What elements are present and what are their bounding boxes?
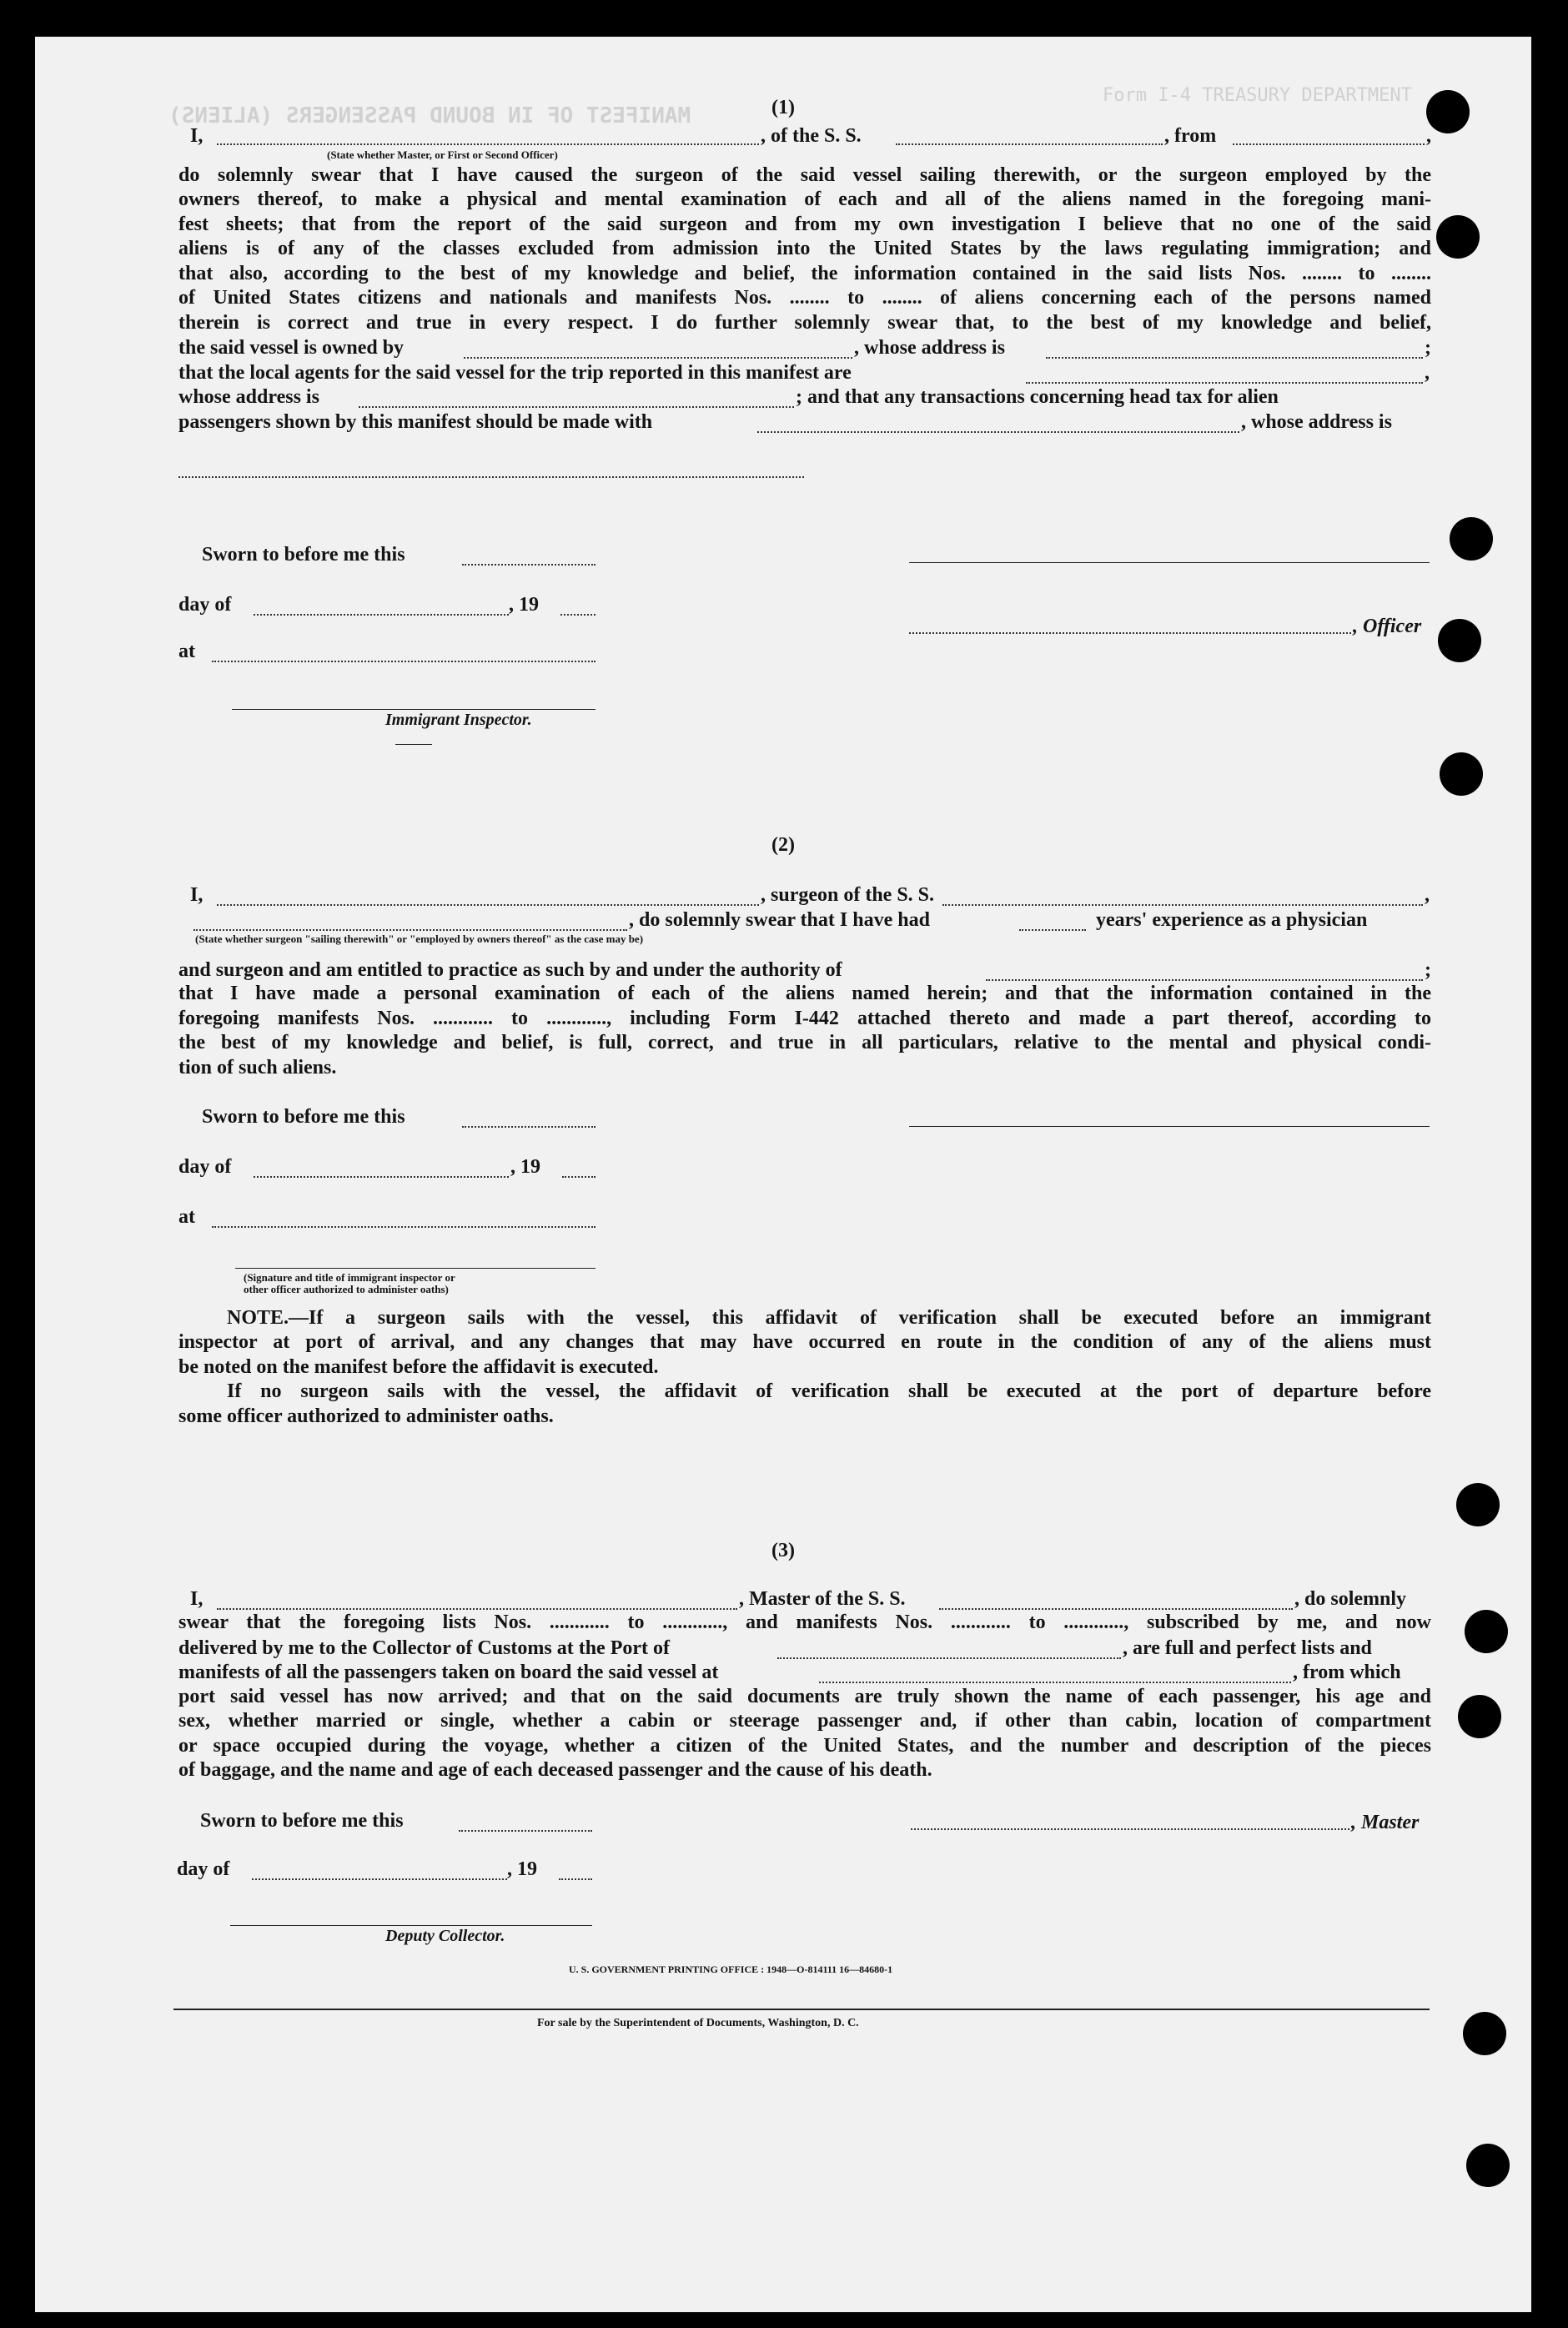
- s2-vessel-field[interactable]: [942, 904, 1423, 906]
- s1-para-line-5: that also, according to the best of my knowledge and belief, the information contained in the said lists Nos. ........ to ........: [178, 263, 1431, 284]
- s1-comma-2: ,: [1425, 362, 1430, 384]
- s1-head-tax-label: ; and that any transactions concerning head tax for alien: [796, 386, 1279, 408]
- s3-lists-label: , are full and perfect lists and: [1123, 1637, 1372, 1659]
- s3-day-of-field[interactable]: [252, 1878, 507, 1880]
- s1-at-field[interactable]: [212, 661, 596, 662]
- s1-contact-address-label: , whose address is: [1241, 411, 1392, 433]
- bleed-through-manifest-title: MANIFEST OF IN BOUND PASSENGERS (ALIENS): [168, 103, 691, 128]
- s2-day-of-field[interactable]: [254, 1176, 509, 1178]
- binder-hole: [1458, 1695, 1501, 1738]
- s1-contact-address-field[interactable]: [178, 476, 804, 478]
- footer-rule: [173, 2009, 1430, 2010]
- sale-notice: For sale by the Superintendent of Documents, Washington, D. C.: [537, 2017, 859, 2029]
- s1-year-field[interactable]: [560, 614, 596, 616]
- section-3-number: (3): [771, 1540, 795, 1561]
- s3-sworn-label: Sworn to before me this: [200, 1810, 404, 1832]
- s2-capacity-note: (State whether surgeon "sailing therewith" or "employed by owners thereof" as the case may be): [195, 933, 644, 945]
- s3-master-label: , Master: [1351, 1812, 1420, 1833]
- s2-years-field[interactable]: [1019, 929, 1086, 931]
- binder-hole: [1450, 517, 1493, 561]
- s1-owner-address-label: , whose address is: [854, 337, 1005, 359]
- s1-agents-label: that the local agents for the said vessel for the trip reported in this manifest are: [178, 362, 852, 384]
- s2-year-field[interactable]: [562, 1176, 596, 1178]
- s1-para-line-3: fest sheets; that from the report of the said surgeon and from my own investigation I believe that no one of the said: [178, 214, 1431, 235]
- s2-authority-field[interactable]: [986, 979, 1423, 981]
- s1-officer-title-field[interactable]: [909, 632, 1351, 634]
- s2-para-line-3: foregoing manifests Nos. ............ to ............, including Form I-442 attached thereto and made a part thereof, according to: [178, 1008, 1431, 1029]
- s2-day-of-label: day of: [178, 1156, 232, 1178]
- s3-vessel-field[interactable]: [939, 1608, 1293, 1610]
- s3-boarding-label: manifests of all the passengers taken on board the said vessel at: [178, 1662, 719, 1683]
- s1-day-of-field[interactable]: [254, 614, 509, 616]
- s1-officer-name-field[interactable]: [217, 143, 759, 145]
- s3-port-label: delivered by me to the Collector of Customs at the Port of: [178, 1637, 670, 1659]
- s2-surgeon-name-field[interactable]: [217, 904, 759, 906]
- s3-para-line-6: or space occupied during the voyage, whether a citizen of the United States, and the number and description of the pieces: [178, 1735, 1431, 1757]
- s3-solemnly-label: , do solemnly: [1294, 1588, 1407, 1610]
- binder-hole: [1456, 1483, 1500, 1526]
- s2-sworn-date-field[interactable]: [462, 1126, 596, 1128]
- s3-port-field[interactable]: [777, 1657, 1121, 1659]
- s3-year-label: , 19: [507, 1858, 537, 1880]
- s1-head-tax-contact-field[interactable]: [757, 431, 1239, 433]
- s1-vessel-field[interactable]: [896, 143, 1163, 145]
- s1-of-ss-label: , of the S. S.: [761, 125, 862, 147]
- s1-i-label: I,: [190, 125, 204, 147]
- s2-comma: ,: [1425, 884, 1430, 906]
- s1-agents-field[interactable]: [1026, 382, 1423, 384]
- s1-agent-address-field[interactable]: [359, 406, 794, 408]
- s2-surgeon-signature-line[interactable]: [909, 1126, 1430, 1127]
- s1-para-line-2: owners thereof, to make a physical and mental examination of each and all of the aliens named in the foregoing mani-: [178, 189, 1431, 210]
- s2-capacity-field[interactable]: [193, 929, 627, 931]
- s1-short-rule: [395, 744, 432, 745]
- s1-para-line-1: do solemnly swear that I have caused the surgeon of the said vessel sailing therewith, or the surgeon employed by the: [178, 164, 1431, 186]
- s3-collector-signature-line[interactable]: [230, 1925, 592, 1926]
- s3-master-signature-field[interactable]: [911, 1828, 1349, 1830]
- s3-master-ss-label: , Master of the S. S.: [739, 1588, 906, 1610]
- s3-para-line-1: swear that the foregoing lists Nos. ............ to ............, and manifests Nos. ............ to ............, subscribed by me, and now: [178, 1611, 1431, 1633]
- s3-from-which-label: , from which: [1293, 1662, 1401, 1683]
- s2-para-line-2: that I have made a personal examination of each of the aliens named herein; and that the information contained in the: [178, 983, 1431, 1004]
- s1-head-tax-contact-label: passengers shown by this manifest should be made with: [178, 411, 653, 433]
- s1-agent-address-label: whose address is: [178, 386, 319, 408]
- s3-day-of-label: day of: [177, 1858, 230, 1880]
- s2-note-line-2: inspector at port of arrival, and any changes that may have occurred en route in the condition of any of the aliens must: [178, 1331, 1431, 1353]
- s2-sworn-label: Sworn to before me this: [202, 1106, 405, 1128]
- binder-hole: [1436, 215, 1480, 259]
- binder-hole: [1440, 752, 1483, 796]
- s1-para-line-6: of United States citizens and nationals and manifests Nos. ........ to ........ of aliens concerning each of the persons named: [178, 287, 1431, 309]
- s1-owner-field[interactable]: [464, 357, 852, 359]
- s2-signature-note-2: other officer authorized to administer oaths): [244, 1283, 449, 1295]
- s2-i-label: I,: [190, 884, 204, 906]
- s1-comma: ,: [1426, 125, 1431, 147]
- s2-experience-label: years' experience as a physician: [1096, 909, 1368, 931]
- s1-owner-address-field[interactable]: [1046, 357, 1423, 359]
- s1-semicolon: ;: [1425, 337, 1431, 359]
- bleed-through-form-number: Form I-4 TREASURY DEPARTMENT: [1103, 85, 1412, 106]
- s2-authority-label: and surgeon and am entitled to practice as such by and under the authority of: [178, 959, 842, 981]
- s3-sworn-date-field[interactable]: [459, 1830, 592, 1832]
- binder-hole: [1426, 90, 1470, 133]
- s2-note-line-4: If no surgeon sails with the vessel, the affidavit of verification shall be executed at the port of departure before: [227, 1380, 1431, 1402]
- s2-note-line-5: some officer authorized to administer oaths.: [178, 1405, 554, 1427]
- section-1-number: (1): [771, 97, 795, 118]
- s1-day-of-label: day of: [178, 594, 232, 616]
- s1-year-label: , 19: [509, 594, 539, 616]
- s2-signature-note-1: (Signature and title of immigrant inspector or: [244, 1271, 455, 1284]
- s1-officer-label: , Officer: [1353, 616, 1422, 637]
- s1-officer-signature-line[interactable]: [909, 562, 1430, 563]
- s2-note-line-1: NOTE.—If a surgeon sails with the vessel, this affidavit of verification shall be executed before an immigrant: [227, 1307, 1431, 1329]
- binder-hole: [1466, 2144, 1510, 2187]
- s3-para-line-5: sex, whether married or single, whether a cabin or steerage passenger and, if other than cabin, location of compartment: [178, 1710, 1431, 1732]
- s1-from-label: , from: [1164, 125, 1217, 147]
- gpo-imprint: U. S. GOVERNMENT PRINTING OFFICE : 1948—O-814111 16—84680-1: [569, 1963, 893, 1975]
- s1-sworn-date-field[interactable]: [462, 564, 596, 566]
- s1-sworn-label: Sworn to before me this: [202, 544, 405, 566]
- s3-boarding-port-field[interactable]: [819, 1682, 1291, 1683]
- section-2-number: (2): [771, 834, 795, 856]
- s1-inspector-signature-line[interactable]: [232, 709, 596, 710]
- s1-para-line-7: therein is correct and true in every respect. I do further solemnly swear that, to the best of my knowledge and belief,: [178, 312, 1431, 334]
- binder-hole: [1465, 1610, 1508, 1653]
- s2-inspector-signature-line[interactable]: [235, 1268, 596, 1269]
- s1-owner-label: the said vessel is owned by: [178, 337, 405, 359]
- s1-officer-note: (State whether Master, or First or Second Officer): [327, 148, 558, 161]
- s1-inspector-label: Immigrant Inspector.: [385, 711, 532, 729]
- binder-hole: [1438, 619, 1481, 662]
- s2-semicolon: ;: [1425, 959, 1431, 981]
- s3-master-name-field[interactable]: [217, 1608, 737, 1610]
- s3-year-field[interactable]: [559, 1878, 592, 1880]
- binder-hole: [1463, 2012, 1506, 2055]
- s2-at-field[interactable]: [212, 1226, 596, 1228]
- s2-note-line-3: be noted on the manifest before the affidavit is executed.: [178, 1356, 659, 1378]
- s1-from-field[interactable]: [1233, 143, 1425, 145]
- s3-para-line-7: of baggage, and the name and age of each deceased passenger and the cause of his death.: [178, 1759, 932, 1781]
- s1-at-label: at: [178, 641, 195, 662]
- s3-para-line-4: port said vessel has now arrived; and that on the said documents are truly shown the name of each passenger, his age and: [178, 1686, 1431, 1707]
- s2-para-line-5: tion of such aliens.: [178, 1057, 337, 1079]
- s2-para-line-4: the best of my knowledge and belief, is full, correct, and true in all particulars, relative to the mental and physical condi-: [178, 1032, 1431, 1053]
- s3-collector-label: Deputy Collector.: [385, 1927, 505, 1945]
- s2-at-label: at: [178, 1206, 195, 1228]
- s1-para-line-4: aliens is of any of the classes excluded from admission into the United States by the laws regulating immigration; and: [178, 238, 1431, 259]
- s2-year-label: , 19: [510, 1156, 540, 1178]
- s2-surgeon-ss-label: , surgeon of the S. S.: [761, 884, 935, 906]
- s2-swear-label: , do solemnly swear that I have had: [629, 909, 930, 931]
- s3-i-label: I,: [190, 1588, 204, 1610]
- form-page: [35, 37, 1531, 2312]
